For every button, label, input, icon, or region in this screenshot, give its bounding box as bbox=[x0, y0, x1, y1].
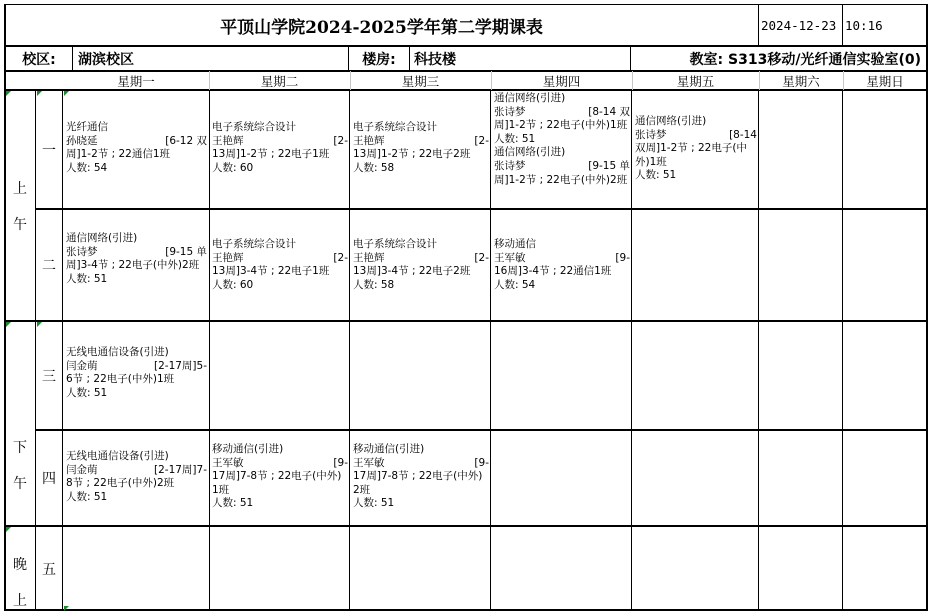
day-header-tue bbox=[209, 71, 350, 90]
course-teacher-row bbox=[66, 246, 207, 260]
cell-p1-sun[interactable] bbox=[843, 90, 927, 209]
course-detail: 周]1-2节 ; 22电子(中外)2班 bbox=[494, 173, 628, 186]
course-count: 人数: 54 bbox=[494, 278, 536, 291]
course-teacher-row bbox=[635, 129, 757, 143]
course-teacher: 孙晓延 bbox=[66, 134, 98, 147]
cell-marker-icon bbox=[6, 91, 11, 96]
course-teacher-row bbox=[212, 135, 348, 149]
cell-marker-icon bbox=[6, 527, 11, 532]
course-weeks: [2- bbox=[474, 251, 489, 264]
cell-p5-sun[interactable] bbox=[843, 526, 927, 611]
section-char: 午 bbox=[13, 216, 27, 233]
course-teacher-row bbox=[353, 252, 489, 266]
course-count: 人数: 58 bbox=[353, 278, 395, 291]
course-teacher-row bbox=[353, 135, 489, 149]
cell-p4-sun[interactable] bbox=[843, 430, 927, 526]
course-weeks: [2- bbox=[333, 251, 348, 264]
period-label: 五 bbox=[42, 561, 56, 578]
course-name: 通信网络(引进) bbox=[66, 232, 138, 244]
section-char: 下 bbox=[13, 440, 27, 456]
course-entry bbox=[66, 450, 207, 504]
day-label: 星期四 bbox=[542, 73, 581, 89]
course-weeks: [2-17周]5- bbox=[154, 359, 207, 372]
course-teacher-row bbox=[494, 106, 630, 120]
course-teacher-row bbox=[212, 457, 348, 471]
course-entry bbox=[66, 121, 207, 175]
course-name: 移动通信 bbox=[494, 238, 536, 250]
cell-p4-thu[interactable] bbox=[491, 430, 632, 526]
course-count: 人数: 51 bbox=[494, 132, 536, 145]
grid-line bbox=[842, 4, 843, 46]
course-teacher: 张诗梦 bbox=[635, 128, 667, 141]
course-count: 人数: 51 bbox=[66, 386, 108, 399]
cell-p3-tue[interactable] bbox=[209, 321, 350, 430]
course-teacher: 闫金萌 bbox=[66, 463, 98, 476]
course-weeks: [9- bbox=[615, 251, 630, 264]
grid-line bbox=[5, 4, 928, 5]
grid-line bbox=[409, 46, 410, 71]
grid-line bbox=[630, 46, 631, 71]
building-label-text: 楼房: bbox=[362, 51, 396, 68]
course-weeks: [9-15 单 bbox=[588, 159, 630, 172]
course-entry bbox=[635, 115, 757, 183]
cell-p1-thu[interactable] bbox=[491, 90, 632, 209]
section-morning bbox=[5, 90, 35, 321]
cell-p4-fri[interactable] bbox=[632, 430, 759, 526]
print-time bbox=[842, 4, 927, 46]
course-entry bbox=[212, 443, 348, 511]
day-label: 星期六 bbox=[782, 73, 820, 89]
course-teacher: 王艳辉 bbox=[212, 134, 244, 147]
grid-line bbox=[209, 71, 210, 90]
section-char: 晚 bbox=[13, 557, 27, 573]
course-count: 人数: 60 bbox=[212, 278, 254, 291]
cell-p2-sun[interactable] bbox=[843, 209, 927, 321]
cell-p4-tue[interactable] bbox=[209, 430, 350, 526]
course-detail: 13周]1-2节 ; 22电子2班 bbox=[353, 148, 471, 161]
course-detail: 17周]7-8节 ; 22电子(中外)2班 bbox=[353, 470, 483, 496]
campus-value bbox=[73, 46, 348, 71]
course-weeks: [2-17周]7- bbox=[154, 463, 207, 476]
date-text: 2024-12-23 bbox=[761, 17, 837, 33]
course-detail: 13周]1-2节 ; 22电子1班 bbox=[212, 148, 330, 161]
course-detail: 双周]1-2节 ; 22电子(中外)1班 bbox=[635, 142, 747, 168]
course-teacher-row bbox=[66, 360, 207, 374]
cell-p5-sat[interactable] bbox=[759, 526, 843, 611]
cell-p5-wed[interactable] bbox=[350, 526, 491, 611]
title-text: 平顶山学院2024-2025学年第二学期课表 bbox=[220, 17, 543, 38]
cell-p5-tue[interactable] bbox=[209, 526, 350, 611]
section-afternoon bbox=[5, 321, 35, 526]
course-detail: 16周]3-4节 ; 22通信1班 bbox=[494, 265, 612, 278]
period-1 bbox=[35, 90, 63, 209]
course-entry bbox=[353, 443, 489, 511]
grid-line bbox=[758, 90, 759, 611]
cell-p3-wed[interactable] bbox=[350, 321, 491, 430]
day-label: 星期二 bbox=[260, 73, 299, 89]
cell-p1-mon[interactable] bbox=[63, 90, 209, 209]
cell-marker-icon bbox=[64, 91, 69, 96]
day-header-sat bbox=[759, 71, 843, 90]
section-char: 午 bbox=[13, 476, 27, 492]
course-entry bbox=[353, 121, 489, 175]
cell-p3-sat[interactable] bbox=[759, 321, 843, 430]
day-header-wed bbox=[350, 71, 491, 90]
course-name: 通信网络(引进) bbox=[635, 115, 707, 127]
course-name: 电子系统综合设计 bbox=[353, 121, 437, 133]
period-3 bbox=[35, 321, 63, 430]
course-detail: 6节 ; 22电子(中外)1班 bbox=[66, 373, 175, 386]
period-label: 二 bbox=[42, 258, 56, 274]
campus-label-text: 校区: bbox=[22, 51, 56, 68]
day-header-sun bbox=[843, 71, 927, 90]
course-teacher: 王艳辉 bbox=[353, 251, 385, 264]
course-weeks: [2- bbox=[333, 134, 348, 147]
course-detail: 周]3-4节 ; 22电子(中外)2班 bbox=[66, 259, 200, 272]
course-weeks: [8-14 bbox=[729, 128, 757, 141]
grid-line bbox=[491, 71, 492, 90]
building-label bbox=[348, 46, 410, 71]
grid-line bbox=[209, 90, 210, 611]
course-entry bbox=[494, 92, 630, 146]
period-5 bbox=[35, 526, 63, 611]
course-weeks: [9-15 单 bbox=[165, 245, 207, 258]
course-teacher: 张诗梦 bbox=[66, 245, 98, 258]
grid-line bbox=[35, 429, 928, 431]
cell-p5-mon[interactable] bbox=[63, 526, 209, 611]
course-entry bbox=[66, 232, 207, 286]
course-teacher: 王艳辉 bbox=[212, 251, 244, 264]
grid-line bbox=[62, 90, 63, 611]
course-count: 人数: 51 bbox=[635, 169, 677, 182]
cell-p3-fri[interactable] bbox=[632, 321, 759, 430]
course-count: 人数: 51 bbox=[353, 497, 395, 510]
grid-line bbox=[35, 208, 928, 210]
course-teacher: 张诗梦 bbox=[494, 105, 526, 118]
period-4 bbox=[35, 430, 63, 526]
grid-line bbox=[758, 4, 759, 46]
course-detail: 13周]3-4节 ; 22电子1班 bbox=[212, 265, 330, 278]
grid-line bbox=[926, 4, 928, 611]
course-weeks: [2- bbox=[474, 134, 489, 147]
course-weeks: [9- bbox=[474, 456, 489, 469]
course-teacher: 张诗梦 bbox=[494, 159, 526, 172]
cell-p2-wed[interactable] bbox=[350, 209, 491, 321]
cell-p1-fri[interactable] bbox=[632, 90, 759, 209]
course-detail: 17周]7-8节 ; 22电子(中外)1班 bbox=[212, 470, 342, 496]
grid-line bbox=[5, 70, 928, 72]
course-entry bbox=[66, 346, 207, 400]
grid-line bbox=[842, 90, 843, 611]
section-char: 上 bbox=[13, 593, 27, 609]
day-label: 星期日 bbox=[866, 73, 904, 89]
cell-p3-sun[interactable] bbox=[843, 321, 927, 430]
cell-p1-sat[interactable] bbox=[759, 90, 843, 209]
cell-marker-icon bbox=[37, 322, 42, 327]
day-header-fri bbox=[632, 71, 759, 90]
course-detail: 周]1-2节 ; 22通信1班 bbox=[66, 148, 171, 161]
course-weeks: [8-14 双 bbox=[588, 105, 630, 118]
course-teacher-row bbox=[494, 252, 630, 266]
course-name: 电子系统综合设计 bbox=[353, 238, 437, 250]
course-count: 人数: 54 bbox=[66, 161, 108, 174]
grid-line bbox=[5, 89, 928, 91]
period-label: 一 bbox=[42, 142, 56, 159]
course-name: 无线电通信设备(引进) bbox=[66, 346, 169, 358]
grid-line bbox=[72, 46, 73, 71]
cell-p2-thu[interactable] bbox=[491, 209, 632, 321]
cell-marker-icon bbox=[64, 606, 69, 611]
grid-line bbox=[349, 90, 350, 611]
grid-line bbox=[843, 71, 844, 90]
period-label: 三 bbox=[42, 368, 56, 385]
cell-p5-fri[interactable] bbox=[632, 526, 759, 611]
course-count: 人数: 51 bbox=[66, 272, 108, 285]
course-teacher-row bbox=[494, 160, 630, 174]
cell-p3-mon[interactable] bbox=[63, 321, 209, 430]
course-teacher: 闫金萌 bbox=[66, 359, 98, 372]
course-entry bbox=[212, 121, 348, 175]
time-text: 10:16 bbox=[845, 17, 883, 33]
day-header-thu bbox=[491, 71, 632, 90]
campus-value-text: 湖滨校区 bbox=[78, 51, 134, 68]
course-name: 光纤通信 bbox=[66, 121, 108, 133]
course-entry bbox=[494, 146, 630, 187]
cell-marker-icon bbox=[6, 322, 11, 327]
course-count: 人数: 51 bbox=[212, 497, 254, 510]
course-detail: 8节 ; 22电子(中外)2班 bbox=[66, 477, 175, 490]
course-teacher-row bbox=[66, 464, 207, 478]
cell-p2-fri[interactable] bbox=[632, 209, 759, 321]
course-teacher: 王军敏 bbox=[494, 251, 526, 264]
course-entry bbox=[353, 238, 489, 292]
cell-p2-sat[interactable] bbox=[759, 209, 843, 321]
cell-p4-wed[interactable] bbox=[350, 430, 491, 526]
cell-p5-thu[interactable] bbox=[491, 526, 632, 611]
section-evening bbox=[5, 526, 35, 611]
course-teacher-row bbox=[212, 252, 348, 266]
course-teacher: 王军敏 bbox=[212, 456, 244, 469]
course-name: 电子系统综合设计 bbox=[212, 121, 296, 133]
grid-line bbox=[759, 71, 760, 90]
timetable-title bbox=[5, 4, 758, 46]
grid-line bbox=[490, 90, 491, 611]
course-entry bbox=[212, 238, 348, 292]
course-name: 通信网络(引进) bbox=[494, 92, 566, 104]
cell-p2-mon[interactable] bbox=[63, 209, 209, 321]
cell-p3-thu[interactable] bbox=[491, 321, 632, 430]
grid-line bbox=[35, 90, 36, 611]
course-entry bbox=[494, 238, 630, 292]
print-date bbox=[758, 4, 842, 46]
grid-line bbox=[631, 90, 632, 611]
course-weeks: [9- bbox=[333, 456, 348, 469]
classroom-text: 教室: S313移动/光纤通信实验室(0) bbox=[689, 51, 921, 68]
cell-marker-icon bbox=[37, 91, 42, 96]
course-weeks: [6-12 双 bbox=[165, 134, 207, 147]
day-label: 星期三 bbox=[401, 73, 440, 89]
course-detail: 周]1-2节 ; 22电子(中外)1班 bbox=[494, 119, 628, 132]
cell-p1-wed[interactable] bbox=[350, 90, 491, 209]
cell-p4-sat[interactable] bbox=[759, 430, 843, 526]
campus-label bbox=[5, 46, 73, 71]
course-name: 无线电通信设备(引进) bbox=[66, 450, 169, 462]
classroom-info bbox=[630, 46, 927, 71]
building-value-text: 科技楼 bbox=[414, 51, 456, 68]
grid-line bbox=[348, 46, 349, 71]
period-2 bbox=[35, 209, 63, 321]
grid-line bbox=[5, 320, 928, 322]
period-label: 四 bbox=[42, 471, 56, 487]
day-label: 星期五 bbox=[676, 73, 715, 89]
cell-p2-tue[interactable] bbox=[209, 209, 350, 321]
section-char: 上 bbox=[13, 180, 27, 197]
day-label: 星期一 bbox=[117, 73, 155, 89]
course-name: 电子系统综合设计 bbox=[212, 238, 296, 250]
cell-p1-tue[interactable] bbox=[209, 90, 350, 209]
day-header-mon bbox=[63, 71, 209, 90]
grid-line bbox=[632, 71, 633, 90]
course-teacher-row bbox=[353, 457, 489, 471]
course-name: 通信网络(引进) bbox=[494, 146, 566, 159]
course-teacher: 王军敏 bbox=[353, 456, 385, 469]
grid-line bbox=[5, 45, 928, 47]
grid-line bbox=[350, 71, 351, 90]
course-teacher: 王艳辉 bbox=[353, 134, 385, 147]
course-name: 移动通信(引进) bbox=[353, 443, 425, 455]
building-value bbox=[410, 46, 630, 71]
course-teacher-row bbox=[66, 135, 207, 149]
course-detail: 13周]3-4节 ; 22电子2班 bbox=[353, 265, 471, 278]
grid-line bbox=[5, 525, 928, 527]
course-count: 人数: 51 bbox=[66, 490, 108, 503]
course-name: 移动通信(引进) bbox=[212, 443, 284, 455]
cell-p4-mon[interactable] bbox=[63, 430, 209, 526]
course-count: 人数: 60 bbox=[212, 161, 254, 174]
course-count: 人数: 58 bbox=[353, 161, 395, 174]
